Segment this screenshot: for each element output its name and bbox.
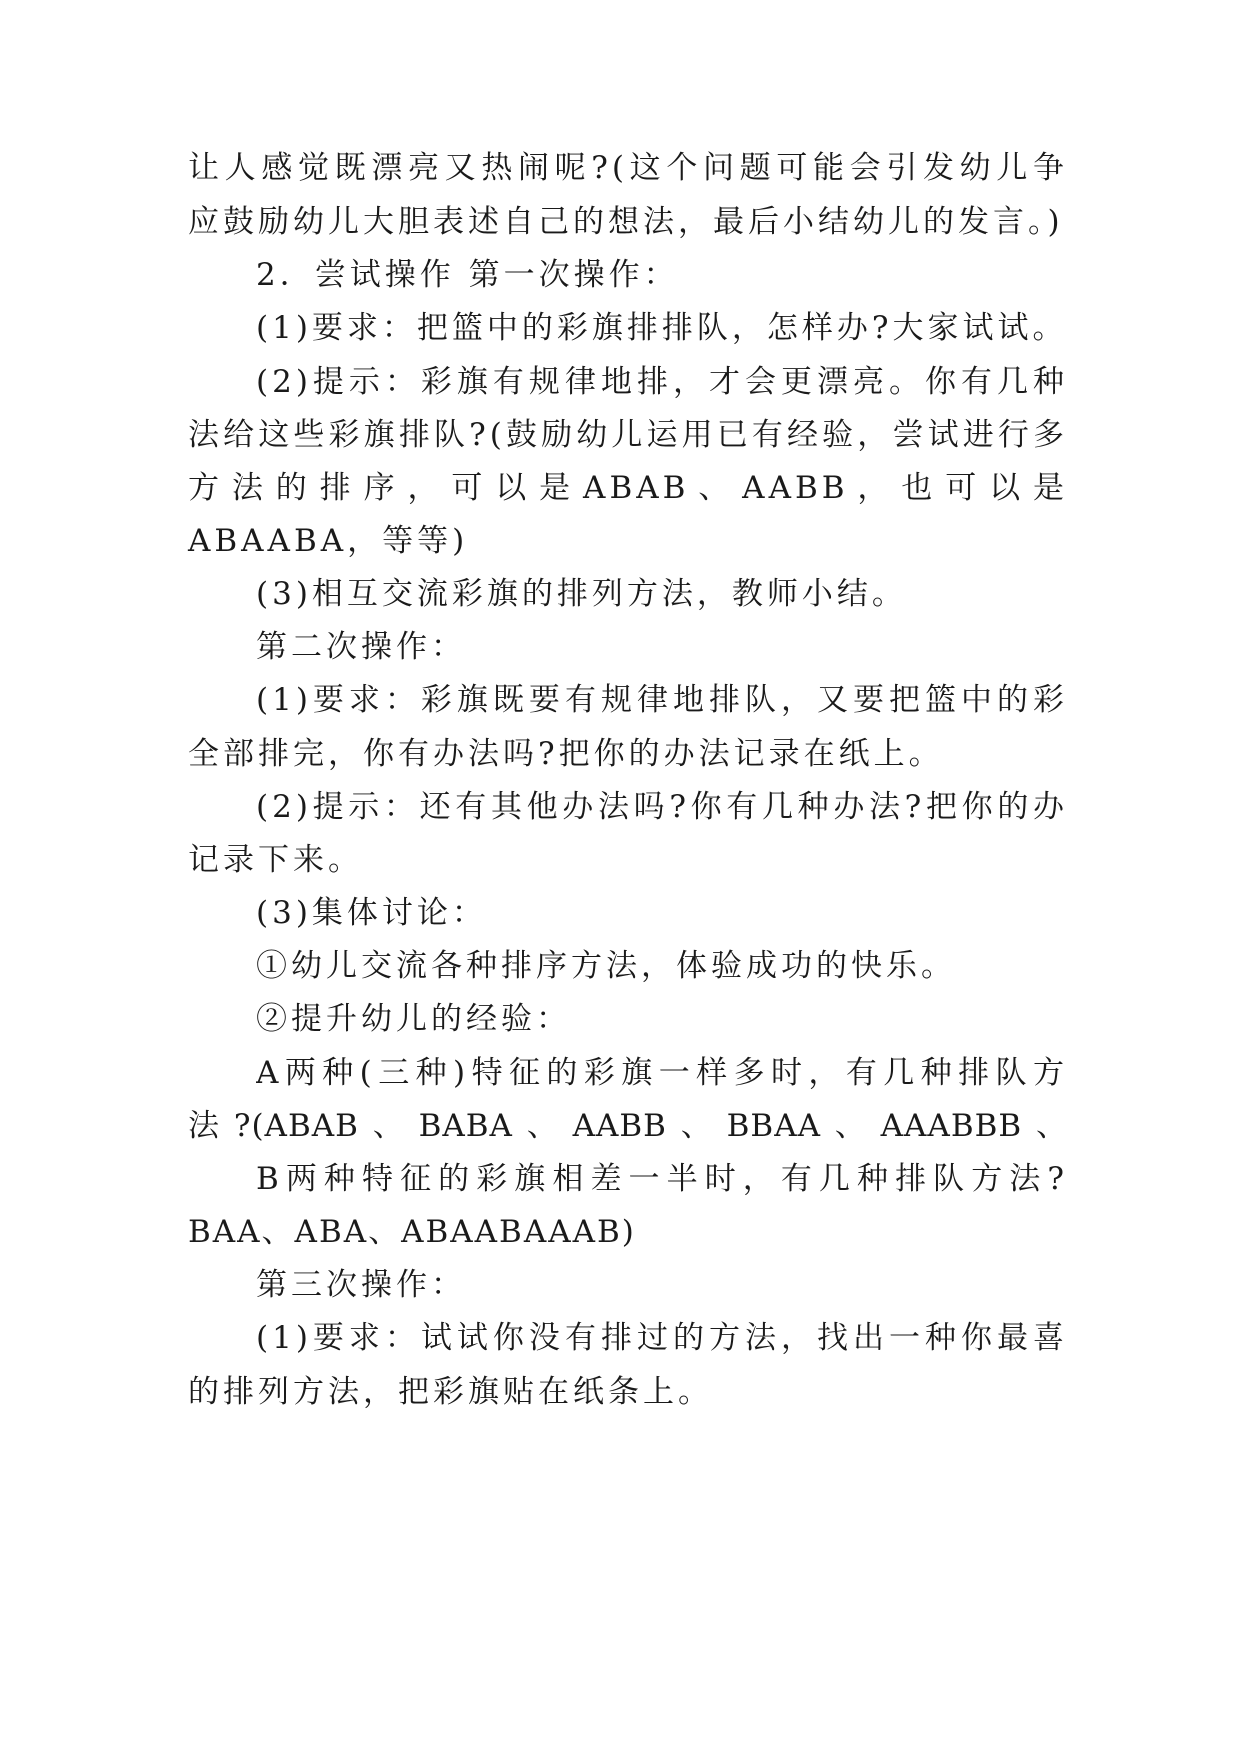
section-heading: 第二次操作：	[256, 629, 466, 665]
text-line: ①幼儿交流各种排序方法，体验成功的快乐。	[256, 948, 956, 984]
text-line: (1)要求：彩旗既要有规律地排队，又要把篮中的彩	[256, 682, 1068, 718]
text-line: 方法的排序，可以是ABAB、AABB，也可以是	[188, 470, 1068, 506]
text-line: (1)要求：把篮中的彩旗排排队，怎样办?大家试试。	[256, 310, 1068, 346]
section-heading: 2．尝试操作 第一次操作：	[256, 257, 679, 293]
text-line: (3)集体讨论：	[256, 895, 487, 931]
text-line: BAA、ABA、ABAABAAAB)	[188, 1214, 636, 1250]
text-line: 让人感觉既漂亮又热闹呢?(这个问题可能会引发幼儿争	[188, 150, 1068, 186]
text-line: 全部排完，你有办法吗?把你的办法记录在纸上。	[188, 736, 944, 772]
text-line: B两种特征的彩旗相差一半时，有几种排队方法?	[256, 1161, 1068, 1197]
text-line: 记录下来。	[188, 842, 363, 878]
text-line: ABAABA，等等)	[188, 523, 469, 559]
text-line: 法?(ABAB、BABA、AABB、BBAA、AAABBB、	[188, 1108, 1068, 1144]
text-line: (2)提示：彩旗有规律地排，才会更漂亮。你有几种	[256, 364, 1068, 400]
text-line: (1)要求：试试你没有排过的方法，找出一种你最喜	[256, 1320, 1068, 1356]
text-line: 应鼓励幼儿大胆表述自己的想法，最后小结幼儿的发言。)	[188, 204, 1064, 240]
text-line: ②提升幼儿的经验：	[256, 1001, 571, 1037]
text-line: (3)相互交流彩旗的排列方法，教师小结。	[256, 576, 907, 612]
text-line: 法给这些彩旗排队?(鼓励幼儿运用已有经验，尝试进行多	[188, 417, 1068, 453]
text-line: (2)提示：还有其他办法吗?你有几种办法?把你的办	[256, 789, 1068, 825]
section-heading: 第三次操作：	[256, 1267, 466, 1303]
text-line: 的排列方法，把彩旗贴在纸条上。	[188, 1374, 713, 1410]
text-line: A两种(三种)特征的彩旗一样多时，有几种排队方	[256, 1055, 1068, 1091]
